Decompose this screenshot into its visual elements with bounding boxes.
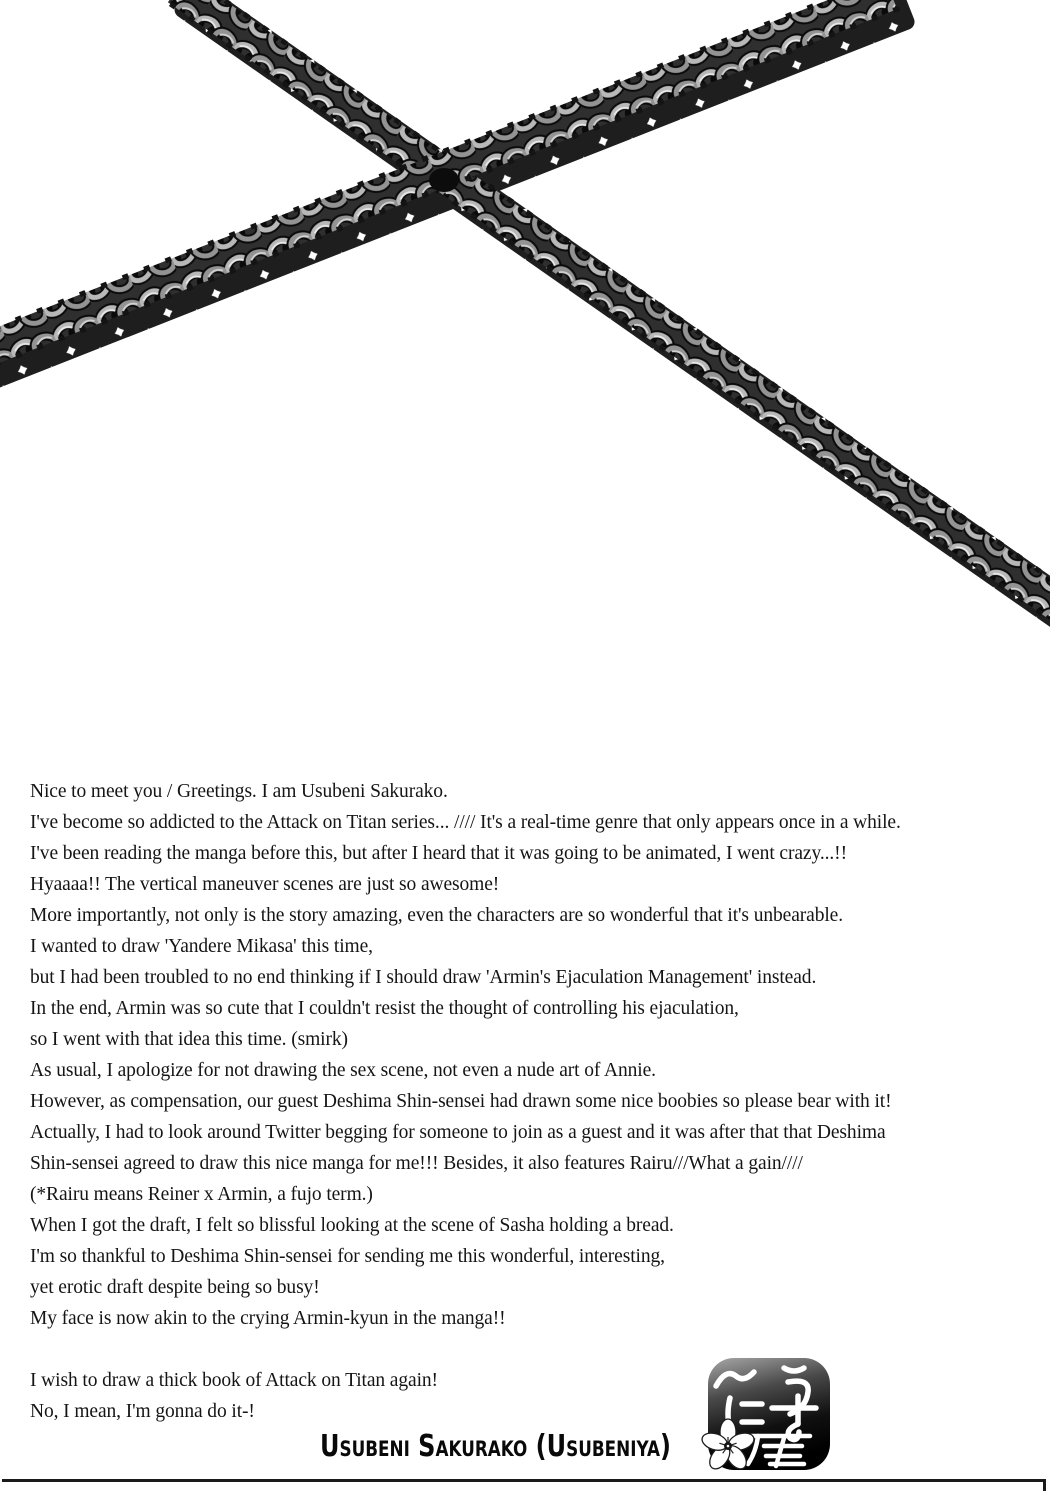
chain-cross-knot xyxy=(429,168,459,192)
afterword-line: yet erotic draft despite being so busy! xyxy=(30,1277,320,1298)
afterword-line: Shin-sensei agreed to draw this nice manga for me!!! Besides, it also features Rairu///What a gain//// xyxy=(30,1153,803,1174)
afterword-line: Nice to meet you / Greetings. I am Usubeni Sakurako. xyxy=(30,781,448,802)
crossed-chains-illustration xyxy=(0,0,1050,700)
bottom-rule-end-tick xyxy=(1043,1479,1046,1491)
afterword-line: However, as compensation, our guest Deshima Shin-sensei had drawn some nice boobies so please bear with it! xyxy=(30,1091,892,1112)
afterword-line: My face is now akin to the crying Armin-kyun in the manga!! xyxy=(30,1308,506,1329)
afterword-line: I'm so thankful to Deshima Shin-sensei for sending me this wonderful, interesting, xyxy=(30,1246,665,1267)
afterword-line: I've been reading the manga before this, but after I heard that it was going to be animated, I went crazy...!! xyxy=(30,843,847,864)
afterword-line: In the end, Armin was so cute that I couldn't resist the thought of controlling his ejaculation, xyxy=(30,998,739,1019)
afterword-line: I wanted to draw 'Yandere Mikasa' this time, xyxy=(30,936,373,957)
afterword-line: Actually, I had to look around Twitter begging for someone to join as a guest and it was after that that Deshima xyxy=(30,1122,886,1143)
afterword-line: I've become so addicted to the Attack on Titan series... //// It's a real-time genre that only appears once in a while. xyxy=(30,812,901,833)
afterword-line: but I had been troubled to no end thinking if I should draw 'Armin's Ejaculation Management' instead. xyxy=(30,967,817,988)
usubeniya-logo xyxy=(698,1356,834,1476)
afterword-line xyxy=(30,1334,1032,1365)
afterword-line: As usual, I apologize for not drawing the sex scene, not even a nude art of Annie. xyxy=(30,1060,656,1081)
afterword-line: When I got the draft, I felt so blissful looking at the scene of Sasha holding a bread. xyxy=(30,1215,674,1236)
afterword-text xyxy=(30,776,1032,1427)
afterword-line: No, I mean, I'm gonna do it-! xyxy=(30,1401,255,1422)
afterword-line: I wish to draw a thick book of Attack on Titan again! xyxy=(30,1370,438,1391)
afterword-line: Hyaaaa!! The vertical maneuver scenes are just so awesome! xyxy=(30,874,500,895)
author-signature: Usubeni Sakurako (Usubeniya) xyxy=(320,1429,671,1464)
bottom-rule xyxy=(2,1479,1046,1482)
afterword-line: (*Rairu means Reiner x Armin, a fujo term.) xyxy=(30,1184,373,1205)
afterword-line: so I went with that idea this time. (smirk) xyxy=(30,1029,348,1050)
afterword-line: More importantly, not only is the story amazing, even the characters are so wonderful that it's unbearable. xyxy=(30,905,843,926)
